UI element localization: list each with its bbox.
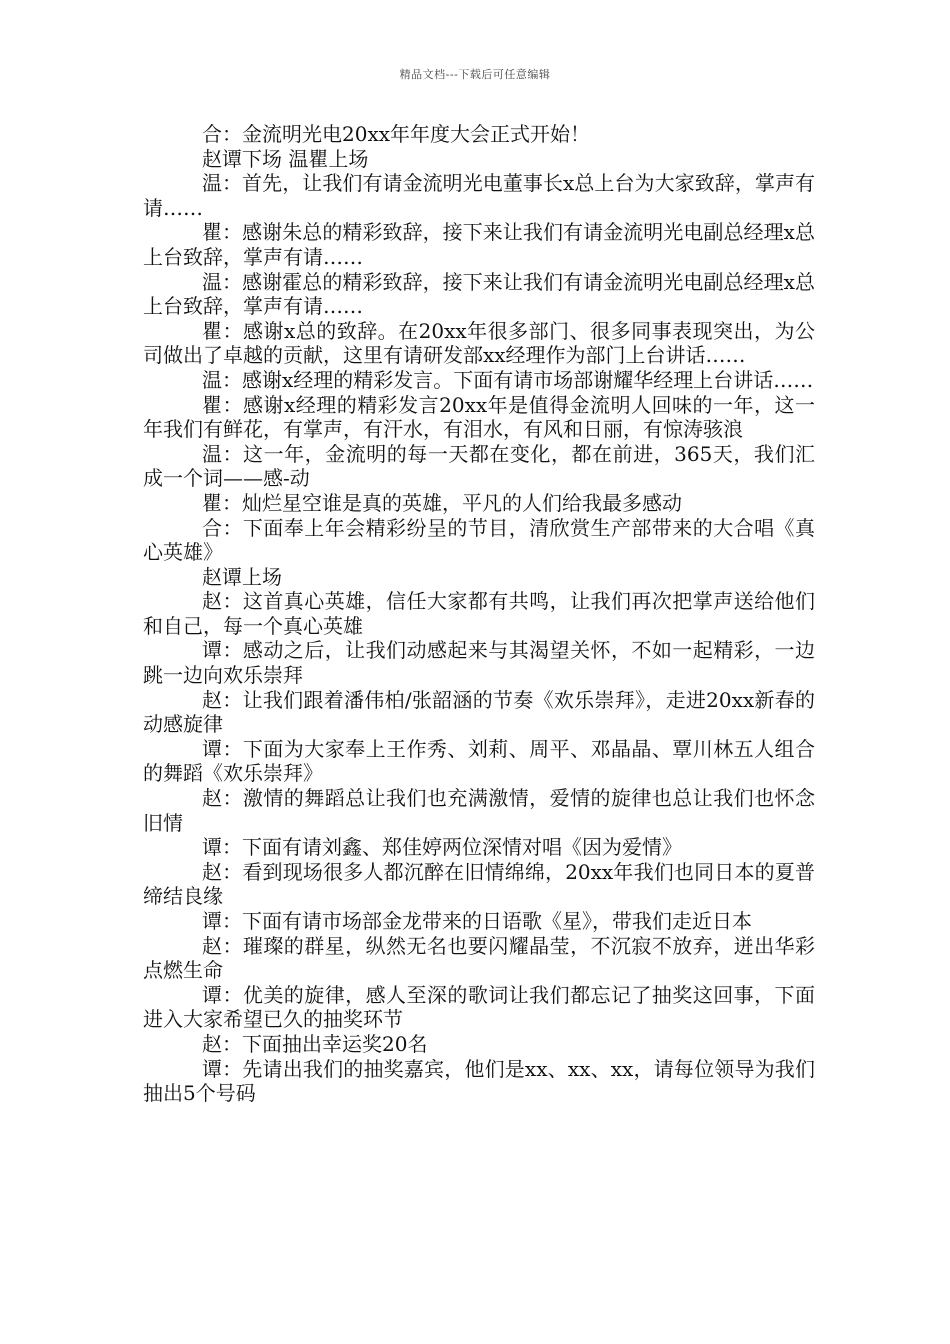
paragraph: 谭：下面有请市场部金龙带来的日语歌《星》，带我们走近日本 bbox=[202, 909, 752, 933]
paragraph: 温：首先，让我们有请金流明光电董事长x总上台为大家致辞，掌声有请…… bbox=[143, 171, 815, 220]
paragraph: 谭：先请出我们的抽奖嘉宾，他们是xx、xx、xx，请每位领导为我们抽出5个号码 bbox=[143, 1056, 815, 1106]
paragraph: 合：下面奉上年会精彩纷呈的节目，清欣赏生产部带来的大合唱《真心英雄》 bbox=[143, 515, 815, 565]
paragraph: 赵：璀璨的群星，纵然无名也要闪耀晶莹，不沉寂不放弃，迸出华彩点燃生命 bbox=[143, 933, 815, 983]
paragraph: 瞿：感谢朱总的精彩致辞，接下来让我们有请金流明光电副总经理x总上台致辞，掌声有请…… bbox=[143, 220, 815, 269]
paragraph: 瞿：感谢x总的致辞。在20xx年很多部门、很多同事表现突出，为公司做出了卓越的贡献，这里有请研发部xx经理作为部门上台讲话…… bbox=[143, 318, 815, 368]
page-header: 精品文档---下载后可任意编辑 bbox=[399, 68, 551, 81]
paragraph: 温：感谢霍总的精彩致辞，接下来让我们有请金流明光电副总经理x总上台致辞，掌声有请…… bbox=[143, 269, 815, 319]
paragraph: 赵谭下场 温瞿上场 bbox=[202, 146, 369, 171]
paragraph: 瞿：灿烂星空谁是真的英雄，平凡的人们给我最多感动 bbox=[202, 490, 682, 515]
paragraph: 合：金流明光电20xx年年度大会正式开始！ bbox=[202, 122, 591, 146]
paragraph: 温：这一年，金流明的每一天都在变化，都在前进，365天，我们汇成一个词——感-动 bbox=[143, 441, 815, 491]
document-body bbox=[143, 122, 815, 1106]
paragraph: 赵：让我们跟着潘伟柏/张韶涵的节奏《欢乐崇拜》，走进20xx新春的动感旋律 bbox=[143, 687, 815, 737]
paragraph: 瞿：感谢x经理的精彩发言20xx年是值得金流明人回味的一年，这一年我们有鲜花，有掌声，有汗水，有泪水，有风和日丽，有惊涛骇浪 bbox=[143, 392, 815, 442]
paragraph: 谭：下面有请刘鑫、郑佳婷两位深情对唱《因为爱情》 bbox=[202, 835, 682, 860]
paragraph: 谭：优美的旋律，感人至深的歌词让我们都忘记了抽奖这回事，下面进入大家希望已久的抽奖环节 bbox=[143, 982, 815, 1032]
paragraph: 温：感谢x经理的精彩发言。下面有请市场部谢耀华经理上台讲话…… bbox=[202, 367, 814, 392]
paragraph: 赵：下面抽出幸运奖20名 bbox=[202, 1031, 428, 1056]
paragraph: 赵：激情的舞蹈总让我们也充满激情，爱情的旋律也总让我们也怀念旧情 bbox=[143, 786, 815, 835]
paragraph: 赵：看到现场很多人都沉醉在旧情绵绵，20xx年我们也同日本的夏普缔结良缘 bbox=[143, 859, 815, 909]
paragraph: 赵谭上场 bbox=[202, 564, 282, 589]
paragraph: 谭：下面为大家奉上王作秀、刘莉、周平、邓晶晶、覃川林五人组合的舞蹈《欢乐崇拜》 bbox=[143, 736, 815, 786]
paragraph: 谭：感动之后，让我们动感起来与其渴望关怀，不如一起精彩，一边跳一边向欢乐崇拜 bbox=[143, 638, 815, 688]
paragraph: 赵：这首真心英雄，信任大家都有共鸣，让我们再次把掌声送给他们和自己，每一个真心英雄 bbox=[143, 589, 815, 638]
